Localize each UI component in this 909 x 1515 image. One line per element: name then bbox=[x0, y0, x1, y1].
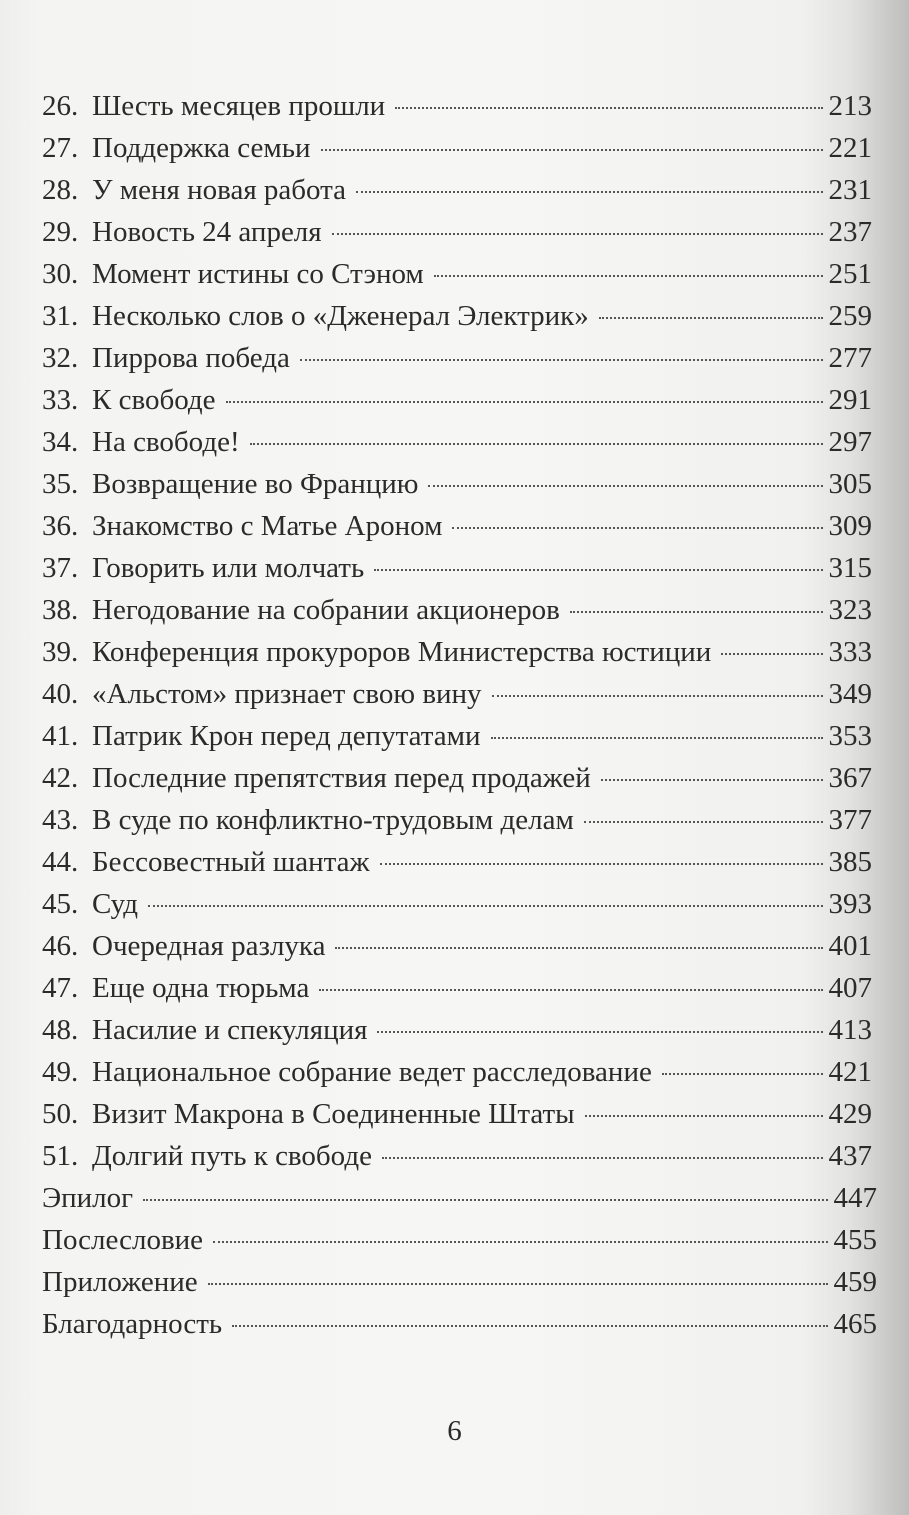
chapter-number: 48. bbox=[42, 1014, 79, 1046]
dot-leader bbox=[601, 779, 823, 781]
chapter-title: Бессовестный шантаж bbox=[92, 846, 370, 878]
toc-entry bbox=[42, 925, 872, 967]
chapter-number: 46. bbox=[42, 930, 79, 962]
chapter-title: Поддержка семьи bbox=[92, 132, 311, 164]
page-ref: 385 bbox=[828, 846, 872, 878]
page-ref: 315 bbox=[828, 552, 872, 584]
dot-leader bbox=[226, 401, 823, 403]
chapter-number: 49. bbox=[42, 1056, 79, 1088]
chapter-number: 39. bbox=[42, 636, 79, 668]
toc-entry bbox=[42, 421, 872, 463]
chapter-title: Последние препятствия перед продажей bbox=[92, 762, 591, 794]
chapter-number: 29. bbox=[42, 216, 79, 248]
chapter-title: Конференция прокуроров Министерства юстиции bbox=[92, 636, 712, 668]
dot-leader bbox=[599, 317, 823, 319]
dot-leader bbox=[395, 107, 822, 109]
chapter-number: 47. bbox=[42, 972, 79, 1004]
dot-leader bbox=[721, 653, 822, 655]
chapter-title: Шесть месяцев прошли bbox=[92, 90, 386, 122]
chapter-title: Суд bbox=[92, 888, 139, 920]
dot-leader bbox=[584, 821, 823, 823]
page-ref: 305 bbox=[828, 468, 872, 500]
chapter-title: У меня новая работа bbox=[92, 174, 347, 206]
chapter-title: Долгий путь к свободе bbox=[92, 1140, 372, 1172]
toc-entry bbox=[42, 127, 872, 169]
chapter-number: 30. bbox=[42, 258, 79, 290]
dot-leader bbox=[335, 947, 822, 949]
chapter-title: Пиррова победа bbox=[92, 342, 290, 374]
chapter-number: 37. bbox=[42, 552, 79, 584]
page-ref: 465 bbox=[833, 1308, 877, 1340]
dot-leader bbox=[321, 149, 823, 151]
toc-entry bbox=[42, 757, 872, 799]
chapter-number: 50. bbox=[42, 1098, 79, 1130]
chapter-number: 31. bbox=[42, 300, 79, 332]
chapter-number: 34. bbox=[42, 426, 79, 458]
chapter-title: «Альстом» признает свою вину bbox=[92, 678, 482, 710]
dot-leader bbox=[382, 1157, 823, 1159]
dot-leader bbox=[208, 1283, 828, 1285]
page-ref: 221 bbox=[828, 132, 872, 164]
chapter-title: Новость 24 апреля bbox=[92, 216, 322, 248]
toc-entry bbox=[42, 253, 872, 295]
chapter-number: 51. bbox=[42, 1140, 79, 1172]
toc-entry bbox=[42, 715, 872, 757]
toc-entry bbox=[42, 589, 872, 631]
toc-entry bbox=[42, 673, 872, 715]
page-ref: 401 bbox=[828, 930, 872, 962]
toc-entry bbox=[42, 883, 872, 925]
page-ref: 323 bbox=[828, 594, 872, 626]
dot-leader bbox=[319, 989, 822, 991]
toc-entry bbox=[42, 1051, 872, 1093]
toc-entry bbox=[42, 1009, 872, 1051]
chapter-title: Говорить или молчать bbox=[92, 552, 365, 584]
dot-leader bbox=[143, 1199, 827, 1201]
chapter-number: 43. bbox=[42, 804, 79, 836]
chapter-title: Еще одна тюрьма bbox=[92, 972, 310, 1004]
page-ref: 429 bbox=[828, 1098, 872, 1130]
page-ref: 237 bbox=[828, 216, 872, 248]
chapter-number: 44. bbox=[42, 846, 79, 878]
dot-leader bbox=[300, 359, 823, 361]
chapter-title: Очередная разлука bbox=[92, 930, 326, 962]
toc-entry bbox=[42, 295, 872, 337]
page-ref: 231 bbox=[828, 174, 872, 206]
dot-leader bbox=[250, 443, 823, 445]
page-ref: 251 bbox=[828, 258, 872, 290]
dot-leader bbox=[570, 611, 823, 613]
toc-entry bbox=[42, 631, 872, 673]
chapter-title: Момент истины со Стэном bbox=[92, 258, 424, 290]
chapter-number: 38. bbox=[42, 594, 79, 626]
page-ref: 437 bbox=[828, 1140, 872, 1172]
dot-leader bbox=[492, 695, 823, 697]
chapter-number: 27. bbox=[42, 132, 79, 164]
toc-entry bbox=[42, 463, 872, 505]
dot-leader bbox=[662, 1073, 823, 1075]
dot-leader bbox=[148, 905, 822, 907]
dot-leader bbox=[232, 1325, 827, 1327]
chapter-number: 42. bbox=[42, 762, 79, 794]
dot-leader bbox=[380, 863, 823, 865]
dot-leader bbox=[377, 1031, 822, 1033]
chapter-title: Несколько слов о «Дженерал Электрик» bbox=[92, 300, 589, 332]
page-ref: 421 bbox=[828, 1056, 872, 1088]
page-ref: 309 bbox=[828, 510, 872, 542]
page-ref: 291 bbox=[828, 384, 872, 416]
page-ref: 447 bbox=[833, 1182, 877, 1214]
chapter-title: Негодование на собрании акционеров bbox=[92, 594, 560, 626]
dot-leader bbox=[213, 1241, 827, 1243]
section-title: Послесловие bbox=[42, 1224, 204, 1256]
chapter-number: 32. bbox=[42, 342, 79, 374]
page-ref: 259 bbox=[828, 300, 872, 332]
toc-entry bbox=[42, 85, 872, 127]
toc-entry bbox=[42, 1219, 877, 1261]
toc-entry bbox=[42, 547, 872, 589]
chapter-title: Патрик Крон перед депутатами bbox=[92, 720, 481, 752]
chapter-title: Визит Макрона в Соединенные Штаты bbox=[92, 1098, 575, 1130]
chapter-title: К свободе bbox=[92, 384, 216, 416]
chapter-number: 36. bbox=[42, 510, 79, 542]
toc-entry bbox=[42, 169, 872, 211]
page-ref: 455 bbox=[833, 1224, 877, 1256]
page-ref: 213 bbox=[828, 90, 872, 122]
toc-entry bbox=[42, 799, 872, 841]
page-ref: 353 bbox=[828, 720, 872, 752]
chapter-title: Насилие и спекуляция bbox=[92, 1014, 368, 1046]
dot-leader bbox=[452, 527, 822, 529]
page-ref: 333 bbox=[828, 636, 872, 668]
section-title: Благодарность bbox=[42, 1308, 223, 1340]
toc-entry bbox=[42, 379, 872, 421]
chapter-title: Национальное собрание ведет расследование bbox=[92, 1056, 652, 1088]
dot-leader bbox=[428, 485, 822, 487]
page-ref: 367 bbox=[828, 762, 872, 794]
chapter-number: 28. bbox=[42, 174, 79, 206]
chapter-title: Возвращение во Францию bbox=[92, 468, 419, 500]
toc-entry bbox=[42, 505, 872, 547]
table-of-contents bbox=[42, 85, 877, 1345]
page-ref: 377 bbox=[828, 804, 872, 836]
chapter-title: На свободе! bbox=[92, 426, 240, 458]
toc-entry bbox=[42, 967, 872, 1009]
chapter-number: 41. bbox=[42, 720, 79, 752]
chapter-title: В суде по конфликтно-трудовым делам bbox=[92, 804, 574, 836]
toc-entry bbox=[42, 1261, 877, 1303]
section-title: Эпилог bbox=[42, 1182, 134, 1214]
page-ref: 297 bbox=[828, 426, 872, 458]
page-ref: 407 bbox=[828, 972, 872, 1004]
page-ref: 277 bbox=[828, 342, 872, 374]
dot-leader bbox=[374, 569, 822, 571]
toc-entry bbox=[42, 1303, 877, 1345]
page-ref: 459 bbox=[833, 1266, 877, 1298]
chapter-title: Знакомство с Матье Ароном bbox=[92, 510, 443, 542]
chapter-number: 35. bbox=[42, 468, 79, 500]
page-number: 6 bbox=[447, 1415, 462, 1447]
page-ref: 413 bbox=[828, 1014, 872, 1046]
chapter-number: 40. bbox=[42, 678, 79, 710]
chapter-number: 26. bbox=[42, 90, 79, 122]
section-title: Приложение bbox=[42, 1266, 198, 1298]
toc-entry bbox=[42, 841, 872, 883]
chapter-number: 45. bbox=[42, 888, 79, 920]
dot-leader bbox=[356, 191, 822, 193]
toc-entry bbox=[42, 1135, 872, 1177]
dot-leader bbox=[491, 737, 823, 739]
toc-entry bbox=[42, 211, 872, 253]
toc-entry bbox=[42, 1093, 872, 1135]
page-ref: 393 bbox=[828, 888, 872, 920]
toc-entry bbox=[42, 337, 872, 379]
dot-leader bbox=[434, 275, 823, 277]
dot-leader bbox=[332, 233, 823, 235]
page-ref: 349 bbox=[828, 678, 872, 710]
chapter-number: 33. bbox=[42, 384, 79, 416]
dot-leader bbox=[585, 1115, 823, 1117]
toc-entry bbox=[42, 1177, 877, 1219]
